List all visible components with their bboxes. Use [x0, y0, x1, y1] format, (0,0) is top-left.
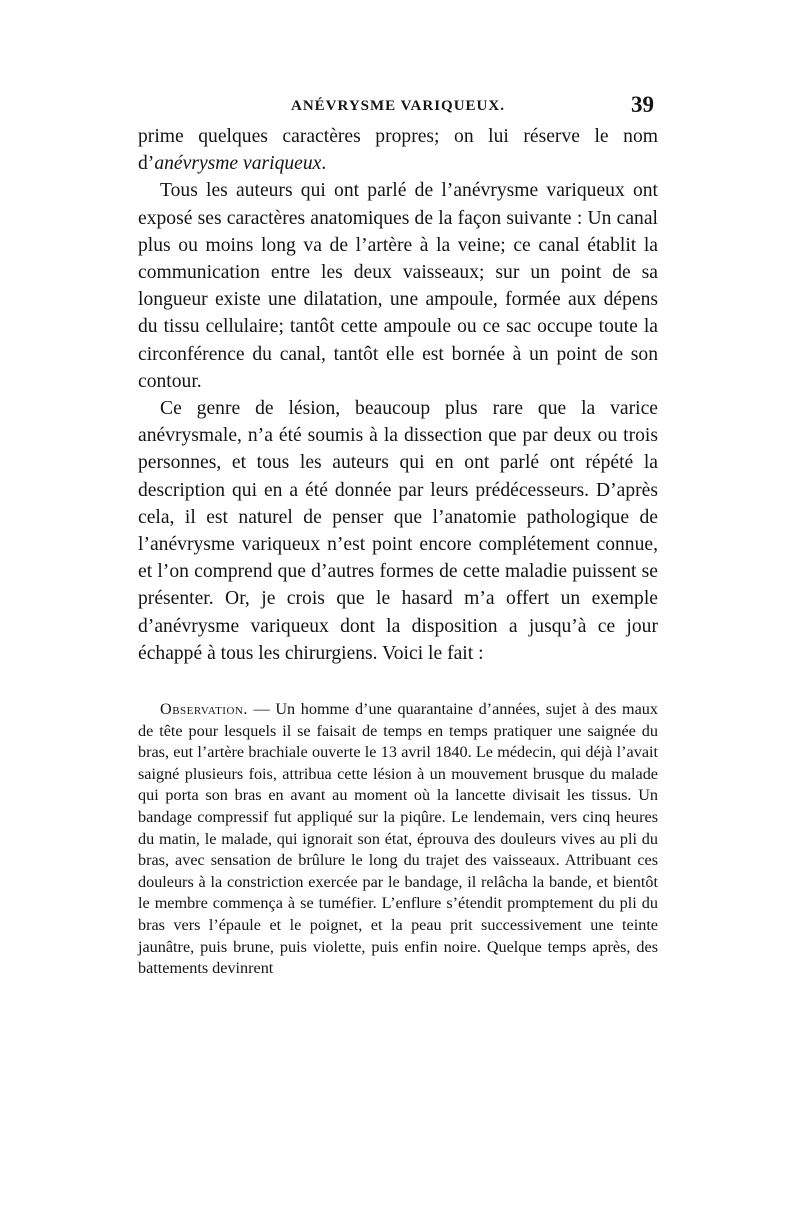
paragraph-continuation-text: prime quelques caractères propres; on lui réserve le nom d’ — [138, 126, 658, 175]
observation-paragraph — [138, 699, 658, 980]
observation-text: — Un homme d’une quarantaine d’années, sujet à des maux de tête pour lesquels il se faisait de temps en temps pratiquer une saignée du bras, eut l’artère brachiale ouverte le 13 avril 1840. Le médecin, qui déjà l’avait saigné plusieurs fois, attribua cette lésion à un mouvement brusque du malade qui porta son bras en avant au moment où la lancette divisait les tissus. Un bandage compressif fut appliqué sur la piqûre. Le lendemain, vers cinq heures du matin, le malade, qui ignorait son état, éprouva des douleurs vives au pli du bras, avec sensation de brûlure le long du trajet des vaisseaux. Attribuant ces douleurs à la constriction exercée par le bandage, il relâcha la bande, et bientôt le membre commença à se tuméfier. L’enflure s’étendit promptement du pli du bras vers l’épaule et le poignet, et la peau prit successivement une teinte jaunâtre, puis brune, puis violette, puis enfin noire. Quelque temps après, des battements devinrent — [138, 700, 658, 978]
running-title: ANÉVRYSME VARIQUEUX. — [291, 98, 505, 114]
paragraph-continuation-end: . — [321, 153, 327, 175]
main-text — [138, 123, 658, 667]
observation-label: Observation. — [160, 700, 248, 718]
paragraph-continuation — [138, 123, 658, 177]
observation-section — [138, 699, 658, 980]
page-header — [138, 92, 658, 122]
paragraph-anatomy: Tous les auteurs qui ont parlé de l’anévrysme variqueux ont exposé ses caractères anatomiques de la façon suivante : Un canal plus ou moins long va de l’artère à la veine; ce canal établit la communication entre les deux vaisseaux; sur un point de sa longueur existe une dilatation, une ampoule, formée aux dépens du tissu cellulaire; tantôt cette ampoule ou ce sac occupe toute la circonférence du canal, tantôt elle est bornée à un point de son contour. — [138, 180, 658, 392]
paragraph-lesion: Ce genre de lésion, beaucoup plus rare que la varice anévrysmale, n’a été soumis à la dissection que par deux ou trois personnes, et tous les auteurs qui en ont parlé ont répété la description qui en a été donnée par leurs prédécesseurs. D’après cela, il est naturel de penser que l’anatomie pathologique de l’anévrysme variqueux n’est point encore complétement connue, et l’on comprend que d’autres formes de cette maladie puissent se présenter. Or, je crois que le hasard m’a offert un exemple d’anévrysme variqueux dont la disposition a jusqu’à ce jour échappé à tous les chirurgiens. Voici le fait : — [138, 398, 658, 664]
page-number: 39 — [631, 92, 654, 117]
term-anevrysme-variqueux: anévrysme variqueux — [154, 153, 322, 175]
